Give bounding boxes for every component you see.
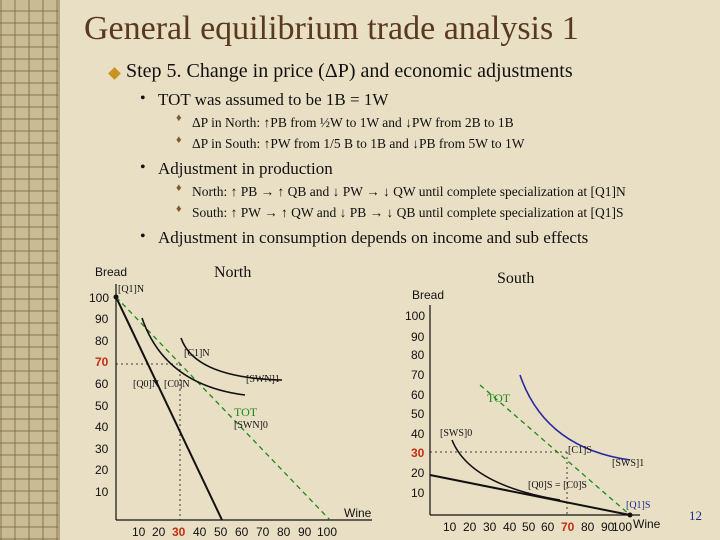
south-c1-label: [C1]S: [568, 445, 592, 456]
south-y-tick: 70: [411, 368, 425, 382]
bullet-dot-icon: •: [140, 228, 146, 245]
north-ppf-line: [116, 297, 222, 520]
south-x-tick: 70: [561, 520, 575, 534]
north-x-tick: 20: [152, 525, 166, 539]
south-x-tick: 80: [581, 520, 595, 534]
south-ylabel: Bread: [412, 288, 445, 302]
north-y-tick: 50: [95, 399, 109, 413]
south-diagram: [405, 288, 661, 534]
north-y-tick: 100: [89, 291, 110, 305]
north-sw0-label: [SWN]0: [234, 420, 268, 431]
north-x-tick: 40: [193, 525, 207, 539]
south-y-tick: 30: [411, 446, 425, 460]
north-ylabel: Bread: [95, 265, 128, 279]
north-y-tick: 60: [95, 377, 109, 391]
north-x-tick: 60: [235, 525, 249, 539]
north-diagram: [89, 265, 372, 539]
south-y-tick: 10: [411, 486, 425, 500]
north-x-ticks: [132, 525, 337, 539]
south-x-tick: 40: [503, 520, 517, 534]
south-y-tick: 80: [411, 348, 425, 362]
south-y-tick: 50: [411, 407, 425, 421]
south-y-tick: 100: [405, 309, 426, 323]
adjustment-production-heading: Adjustment in production: [158, 159, 333, 178]
production-south: South: ↑ PW → ↑ QW and ↓ PB → ↓ QB until complete specialization at [Q1]S: [192, 205, 624, 220]
north-x-tick: 90: [298, 525, 312, 539]
south-label: South: [497, 270, 535, 287]
north-c0-label: [C0]N: [164, 379, 190, 390]
south-x-tick: 60: [541, 520, 555, 534]
north-y-ticks: [89, 291, 109, 499]
step-heading: Step 5. Change in price (ΔP) and economic adjustments: [126, 60, 573, 82]
sub-bullet-icon: ♦: [176, 182, 182, 194]
production-north: North: ↑ PB → ↑ QB and ↓ PW → ↓ QW until complete specialization at [Q1]N: [192, 184, 626, 199]
north-x-tick: 100: [317, 525, 338, 539]
sub-bullet-icon: ♦: [176, 134, 182, 146]
north-y-tick: 20: [95, 463, 109, 477]
slide-title: General equilibrium trade analysis 1: [84, 10, 579, 47]
south-x-tick: 90: [601, 520, 615, 534]
south-q0c0-label: [Q0]S = [C0]S: [528, 480, 587, 491]
south-sw1-label: [SWS]1: [612, 458, 645, 469]
price-change-north: ΔP in North: ↑PB from ½W to 1W and ↓PW from 2B to 1B: [192, 115, 514, 130]
south-x-tick: 30: [483, 520, 497, 534]
north-tot-line: [116, 297, 330, 520]
tot-assumption: TOT was assumed to be 1B = 1W: [158, 90, 389, 109]
north-q1-label: [Q1]N: [118, 284, 145, 295]
south-y-tick: 60: [411, 388, 425, 402]
south-y-tick: 90: [411, 330, 425, 344]
north-x-tick: 80: [277, 525, 291, 539]
south-x-tick: 10: [443, 520, 457, 534]
north-x-tick: 30: [172, 525, 186, 539]
north-y-tick: 10: [95, 485, 109, 499]
north-c1-label: [C1]N: [184, 348, 210, 359]
north-xlabel: Wine: [344, 506, 372, 520]
north-y-tick: 30: [95, 442, 109, 456]
north-tot-label: TOT: [234, 405, 258, 419]
north-x-tick: 10: [132, 525, 146, 539]
sub-bullet-icon: ♦: [176, 112, 182, 124]
south-y-ticks: [405, 309, 425, 500]
north-x-tick: 50: [214, 525, 228, 539]
north-y-tick: 70: [95, 355, 109, 369]
north-y-tick: 40: [95, 420, 109, 434]
adjustment-consumption-heading: Adjustment in consumption depends on income and sub effects: [158, 228, 589, 247]
bullet-dot-icon: •: [140, 90, 146, 107]
south-q1-point: [628, 513, 633, 518]
south-y-tick: 20: [411, 466, 425, 480]
north-label: North: [214, 264, 252, 281]
south-sw0-label: [SWS]0: [440, 428, 473, 439]
south-x-tick: 20: [463, 520, 477, 534]
price-change-south: ΔP in South: ↑PW from 1/5 B to 1B and ↓PB from 5W to 1W: [192, 136, 525, 151]
page-number: 12: [689, 508, 702, 523]
north-x-tick: 70: [256, 525, 270, 539]
north-y-tick: 80: [95, 334, 109, 348]
bullet-dot-icon: •: [140, 159, 146, 176]
south-x-tick: 100: [612, 520, 633, 534]
south-xlabel: Wine: [633, 517, 661, 531]
north-sw1-label: [SWN]1: [246, 374, 280, 385]
south-y-tick: 40: [411, 427, 425, 441]
north-q1-point: [114, 295, 119, 300]
south-tot-label: TOT: [487, 391, 511, 405]
north-q0-label: [Q0]N: [133, 379, 160, 390]
north-y-tick: 90: [95, 312, 109, 326]
south-q1-label: [Q1]S: [626, 500, 651, 511]
south-x-ticks: [443, 520, 632, 534]
sub-bullet-icon: ♦: [176, 203, 182, 215]
south-x-tick: 50: [522, 520, 536, 534]
